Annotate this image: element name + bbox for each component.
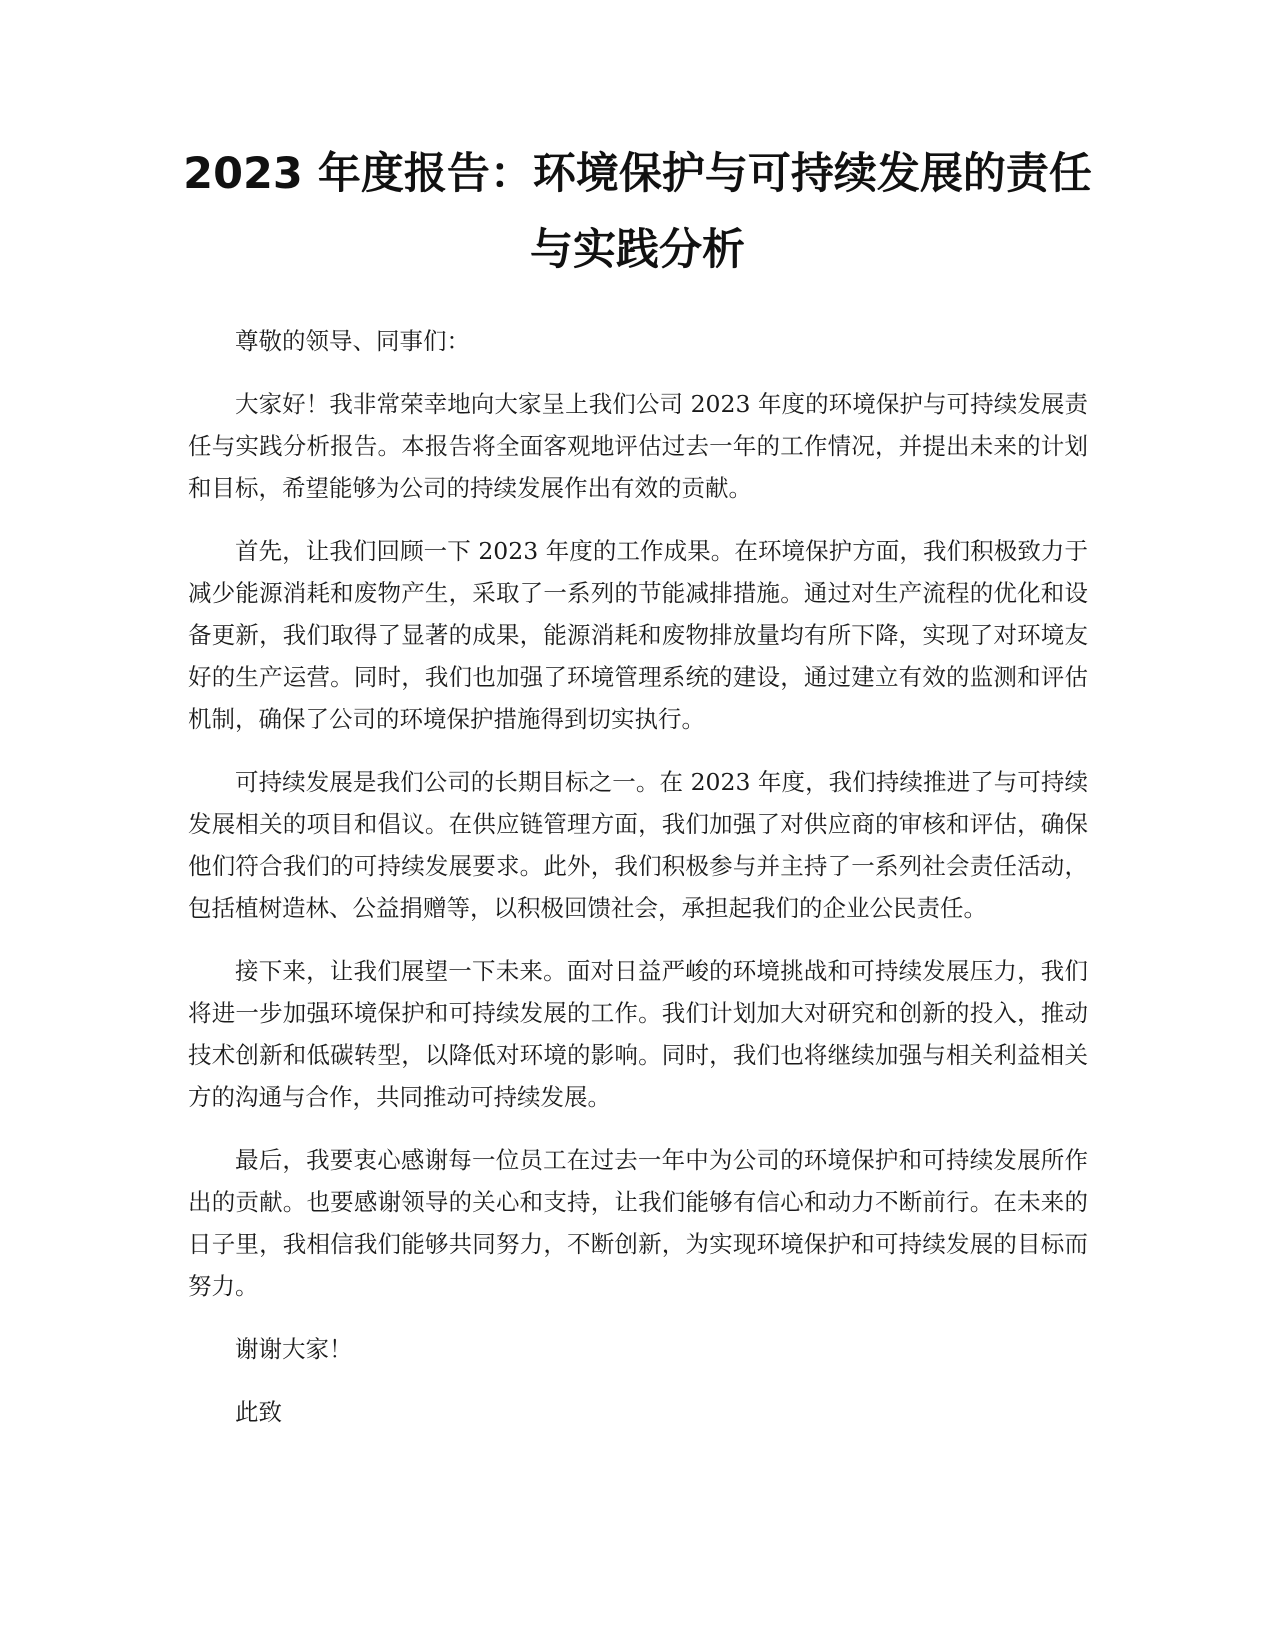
paragraph-intro: 大家好！我非常荣幸地向大家呈上我们公司 2023 年度的环境保护与可持续发展责任与实践分析报告。本报告将全面客观地评估过去一年的工作情况，并提出未来的计划和目标，希望能够为公司的持续发展作出有效的贡献。 xyxy=(188,390,1088,502)
closing-regards: 此致 xyxy=(235,1398,282,1426)
paragraph-gratitude: 最后，我要衷心感谢每一位员工在过去一年中为公司的环境保护和可持续发展所作出的贡献。也要感谢领导的关心和支持，让我们能够有信心和动力不断前行。在未来的日子里，我相信我们能够共同努力，不断创新，为实现环境保护和可持续发展的目标而努力。 xyxy=(188,1146,1088,1300)
closing-thanks: 谢谢大家！ xyxy=(235,1335,353,1363)
paragraph-achievements: 首先，让我们回顾一下 2023 年度的工作成果。在环境保护方面，我们积极致力于减少能源消耗和废物产生，采取了一系列的节能减排措施。通过对生产流程的优化和设备更新，我们取得了显著的成果，能源消耗和废物排放量均有所下降，实现了对环境友好的生产运营。同时，我们也加强了环境管理系统的建设，通过建立有效的监测和评估机制，确保了公司的环境保护措施得到切实执行。 xyxy=(188,537,1088,733)
salutation: 尊敬的领导、同事们： xyxy=(235,327,470,355)
document-title: 2023 年度报告：环境保护与可持续发展的责任与实践分析 xyxy=(183,149,1092,275)
paragraph-sustainability: 可持续发展是我们公司的长期目标之一。在 2023 年度，我们持续推进了与可持续发展相关的项目和倡议。在供应链管理方面，我们加强了对供应商的审核和评估，确保他们符合我们的可持续发展要求。此外，我们积极参与并主持了一系列社会责任活动，包括植树造林、公益捐赠等，以积极回馈社会，承担起我们的企业公民责任。 xyxy=(188,768,1088,922)
document-body xyxy=(188,320,1088,1454)
paragraph-outlook: 接下来，让我们展望一下未来。面对日益严峻的环境挑战和可持续发展压力，我们将进一步加强环境保护和可持续发展的工作。我们计划加大对研究和创新的投入，推动技术创新和低碳转型，以降低对环境的影响。同时，我们也将继续加强与相关利益相关方的沟通与合作，共同推动可持续发展。 xyxy=(188,957,1088,1111)
